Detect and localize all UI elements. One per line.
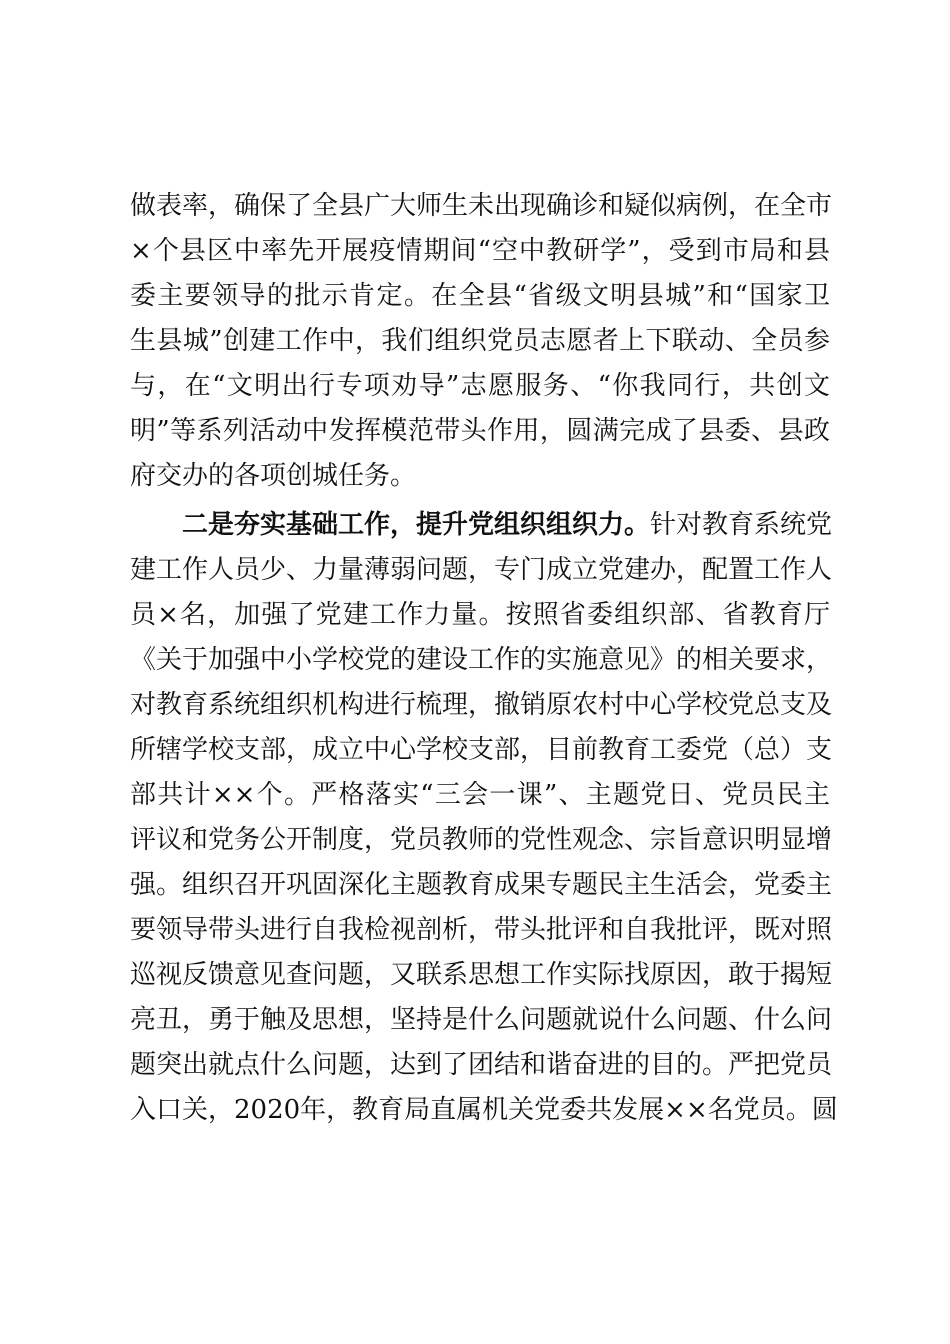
paragraph-1-line: ×个县区中率先开展疫情期间“空中教研学”，受到市局和县 bbox=[130, 236, 830, 266]
paragraph-2-line: 强。组织召开巩固深化主题教育成果专题民主生活会，党委主 bbox=[130, 870, 833, 900]
paragraph-1-line: 做表率，确保了全县广大师生未出现确诊和疑似病例，在全市 bbox=[130, 191, 833, 221]
paragraph-2-line: 巡视反馈意见查问题，又联系思想工作实际找原因，敢于揭短 bbox=[130, 960, 833, 990]
paragraph-2-line: 《关于加强中小学校党的建设工作的实施意见》的相关要求， bbox=[130, 645, 833, 675]
paragraph-2-line: 入口关，2020年，教育局直属机关党委共发展××名党员。圆 bbox=[130, 1095, 838, 1125]
paragraph-1-line: 委主要领导的批示肯定。在全县“省级文明县城”和“国家卫 bbox=[130, 281, 830, 311]
paragraph-2-line: 建工作人员少、力量薄弱问题，专门成立党建办，配置工作人 bbox=[130, 555, 833, 585]
paragraph-2-text: 针对教育系统党 bbox=[650, 510, 833, 540]
paragraph-2-line: 题突出就点什么问题，达到了团结和谐奋进的目的。严把党员 bbox=[130, 1050, 833, 1080]
paragraph-2-line: 员×名，加强了党建工作力量。按照省委组织部、省教育厅 bbox=[130, 600, 830, 630]
paragraph-2-first-line bbox=[182, 503, 833, 548]
paragraph-2-line: 部共计××个。严格落实“三会一课”、主题党日、党员民主 bbox=[130, 780, 830, 810]
paragraph-2-line: 所辖学校支部，成立中心学校支部，目前教育工委党（总）支 bbox=[130, 735, 833, 765]
paragraph-1-line: 生县城”创建工作中，我们组织党员志愿者上下联动、全员参 bbox=[130, 326, 830, 356]
paragraph-2-line: 对教育系统组织机构进行梳理，撤销原农村中心学校党总支及 bbox=[130, 690, 833, 720]
paragraph-1-line: 府交办的各项创城任务。 bbox=[130, 461, 417, 491]
paragraph-2-line: 评议和党务公开制度，党员教师的党性观念、宗旨意识明显增 bbox=[130, 825, 833, 855]
paragraph-2-line: 亮丑，勇于触及思想，坚持是什么问题就说什么问题、什么问 bbox=[130, 1005, 833, 1035]
paragraph-1-line: 与，在“文明出行专项劝导”志愿服务、“你我同行，共创文 bbox=[130, 371, 830, 401]
paragraph-1-line: 明”等系列活动中发挥模范带头作用，圆满完成了县委、县政 bbox=[130, 416, 830, 446]
paragraph-2-line: 要领导带头进行自我检视剖析，带头批评和自我批评，既对照 bbox=[130, 915, 833, 945]
paragraph-heading: 二是夯实基础工作，提升党组织组织力。 bbox=[182, 510, 651, 540]
